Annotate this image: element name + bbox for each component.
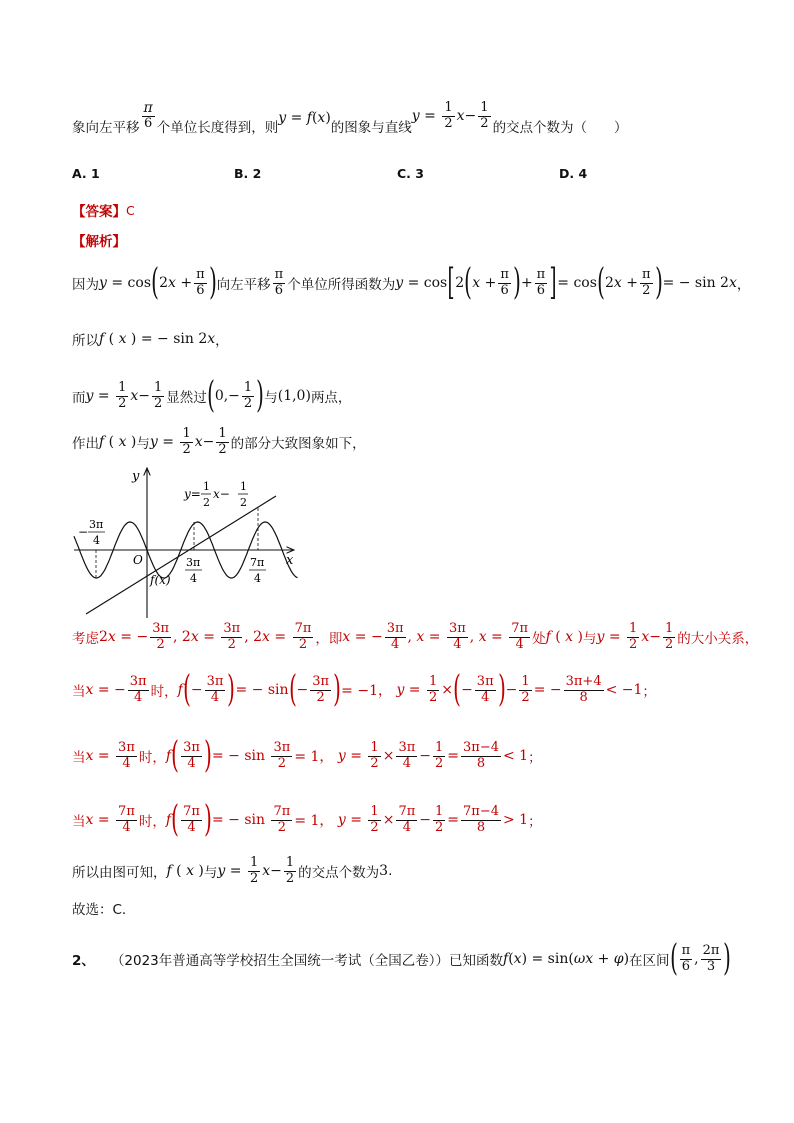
text: ； bbox=[528, 814, 542, 830]
text: 当 bbox=[72, 684, 86, 700]
stem-text: 个单位长度得到，则 bbox=[156, 120, 279, 137]
analysis-label: 【解析】 bbox=[72, 234, 126, 250]
tick-3pi-4: 3π bbox=[186, 556, 201, 569]
text: 时， bbox=[138, 814, 166, 830]
curve-label: f(x) bbox=[150, 573, 171, 587]
option-a[interactable]: A. 1 bbox=[72, 166, 100, 181]
text: 而 bbox=[72, 390, 86, 406]
text: 显然过 bbox=[166, 390, 207, 406]
stem-text: 的图象与直线 bbox=[330, 120, 412, 137]
text: 与 bbox=[264, 390, 278, 406]
q2-stem: 2、 （2023年普通高等学校招生全国统一考试（全国乙卷））已知函数 f ( x ) = sin( ωx + φ ) 在区间 ( $\frac{\pi}{6}$ , $\frac{2\pi}{3}$ ) bbox=[72, 938, 732, 979]
graph-svg bbox=[72, 462, 304, 620]
text: ； bbox=[642, 684, 656, 700]
solution-line-2: 所以 f ( x ) = − sin 2 x ， bbox=[72, 331, 229, 349]
text: 所以 bbox=[72, 333, 99, 349]
option-c[interactable]: C. 3 bbox=[397, 166, 424, 181]
q2-number: 2、 bbox=[72, 953, 95, 969]
line-label: 1 bbox=[240, 480, 247, 493]
stem-text: 象向左平移 bbox=[72, 120, 140, 137]
math-line-eq: y = $\frac{1}{2}$ x − $\frac{1}{2}$ bbox=[411, 99, 489, 131]
math-f: f bbox=[306, 110, 312, 127]
math-x: x bbox=[317, 110, 326, 127]
text: 因为 bbox=[72, 277, 99, 293]
text: 当 bbox=[72, 750, 86, 766]
text: 所以由图可知， bbox=[72, 865, 167, 882]
text: 与 bbox=[582, 631, 597, 648]
solution-line-8: 当 x = $\frac{7\pi}{4}$ 时， f ( $\frac{7\pi}{4}$ ) = − sin $\frac{7\pi}{2}$ = 1， y = $\frac{1}{2}$ × $\frac{7\pi}{4}$ − $\frac{1}{2}$ = $\frac{7\pi-4}{8}$ > 1 ； bbox=[72, 799, 542, 840]
text: 作出 bbox=[72, 436, 99, 453]
straight-line bbox=[86, 496, 276, 614]
line-label: x− bbox=[213, 487, 230, 501]
text: . bbox=[388, 863, 393, 880]
tick-7pi-4: 7π bbox=[250, 556, 265, 569]
text: 当 bbox=[72, 814, 86, 830]
answer-value: C bbox=[126, 202, 135, 218]
solution-line-1: 因为 y = cos ( 2 x + $\frac{\pi}{6}$ ) 向左平移 $\frac{\pi}{6}$ 个单位所得函数为 y = cos [ 2 ( x + $\frac{\pi}{6}$ ) + $\frac{\pi}{6}$ ] = cos ( 2 x + $\frac{\pi}{2}$ ) = − sin 2 x ， bbox=[72, 262, 751, 303]
text: ， bbox=[736, 277, 751, 293]
option-d[interactable]: D. 4 bbox=[559, 166, 588, 181]
math-y-eq-fx: y bbox=[278, 110, 287, 127]
text: 时， bbox=[150, 684, 178, 700]
text: 个单位所得函数为 bbox=[287, 277, 396, 293]
text: 考虑 bbox=[72, 631, 99, 648]
tick-neg-3pi-4: 4 bbox=[93, 534, 100, 547]
graph-figure bbox=[72, 462, 304, 624]
tick-7pi-4: 4 bbox=[254, 572, 261, 585]
text: 的大小关系， bbox=[677, 631, 759, 648]
text: ； bbox=[528, 750, 542, 766]
pi-over-6: $\frac{\pi}{6}$ bbox=[143, 100, 153, 132]
tick-neg-3pi-4: 3π bbox=[89, 518, 104, 531]
origin-label: O bbox=[133, 553, 143, 567]
solution-line-4: 作出 f ( x ) 与 y = $\frac{1}{2}$ x − $\frac{1}{2}$ 的部分大致图象如下， bbox=[72, 426, 366, 457]
math-paren: ( bbox=[311, 110, 318, 127]
text: 与 bbox=[136, 436, 150, 453]
solution-line-3: 而 y = $\frac{1}{2}$ x − $\frac{1}{2}$ 显然过 ( 0,− $\frac{1}{2}$ ) 与 (1,0) 两点， bbox=[72, 375, 352, 416]
option-b[interactable]: B. 2 bbox=[234, 166, 262, 181]
answer-label: 【答案】 bbox=[72, 204, 126, 220]
math-eq: = bbox=[286, 110, 307, 127]
line-label: y= bbox=[184, 487, 201, 501]
solution-line-9: 所以由图可知， f ( x ) 与 y = $\frac{1}{2}$ x − $\frac{1}{2}$ 的交点个数为 3 . bbox=[72, 855, 393, 886]
text: 与 bbox=[203, 865, 218, 882]
tick-3pi-4: 4 bbox=[190, 572, 197, 585]
count-value: 3 bbox=[379, 863, 389, 880]
tick-neg-3pi-4: − bbox=[78, 525, 89, 539]
stem-text: 的交点个数为（ ） bbox=[492, 120, 628, 137]
line-label: 2 bbox=[240, 496, 247, 509]
text: 两点， bbox=[310, 390, 352, 406]
solution-line-5: 考虑 2 x = − $\frac{3\pi}{2}$ , 2 x = $\frac{3\pi}{2}$ , 2 x = $\frac{7\pi}{2}$ ，即 x = − $\frac{3\pi}{4}$ , x = $\frac{3\pi}{4}$ , x = $\frac{7\pi}{4}$ 处 f ( x ) 与 y = $\frac{1}{2}$ x − $\frac{1}{2}$ 的大小关系， bbox=[72, 621, 759, 652]
text: ，即 bbox=[315, 631, 343, 648]
x-axis-label: x bbox=[286, 553, 294, 568]
solution-line-6: 当 x = − $\frac{3\pi}{4}$ 时， f ( − $\frac{3\pi}{4}$ ) = − sin ( − $\frac{3\pi}{2}$ ) = −1， y = $\frac{1}{2}$ × ( − $\frac{3\pi}{4}$ ) − $\frac{1}{2}$ = − $\frac{3\pi+4}{8}$ < −1 ； bbox=[72, 669, 656, 710]
line-label: 2 bbox=[203, 496, 210, 509]
text: 的部分大致图象如下， bbox=[230, 436, 366, 453]
math-paren: ) bbox=[325, 110, 331, 127]
text: 时， bbox=[138, 750, 166, 766]
solution-line-10: 故选：C. bbox=[72, 902, 127, 918]
text: 在区间 bbox=[629, 953, 670, 969]
solution-line-7: 当 x = $\frac{3\pi}{4}$ 时， f ( $\frac{3\pi}{4}$ ) = − sin $\frac{3\pi}{2}$ = 1， y = $\frac{1}{2}$ × $\frac{3\pi}{4}$ − $\frac{1}{2}$ = $\frac{3\pi-4}{8}$ < 1 ； bbox=[72, 735, 542, 776]
line-label: 1 bbox=[203, 480, 210, 493]
answer-line bbox=[72, 200, 135, 220]
text: 的交点个数为 bbox=[298, 865, 380, 882]
text: 向左平移 bbox=[216, 277, 271, 293]
text: 处 bbox=[532, 631, 546, 648]
q1-stem bbox=[72, 99, 628, 142]
y-axis-label: y bbox=[132, 469, 140, 484]
q2-source: （2023年普通高等学校招生全国统一考试（全国乙卷））已知函数 bbox=[110, 953, 504, 969]
text: ， bbox=[215, 333, 229, 349]
